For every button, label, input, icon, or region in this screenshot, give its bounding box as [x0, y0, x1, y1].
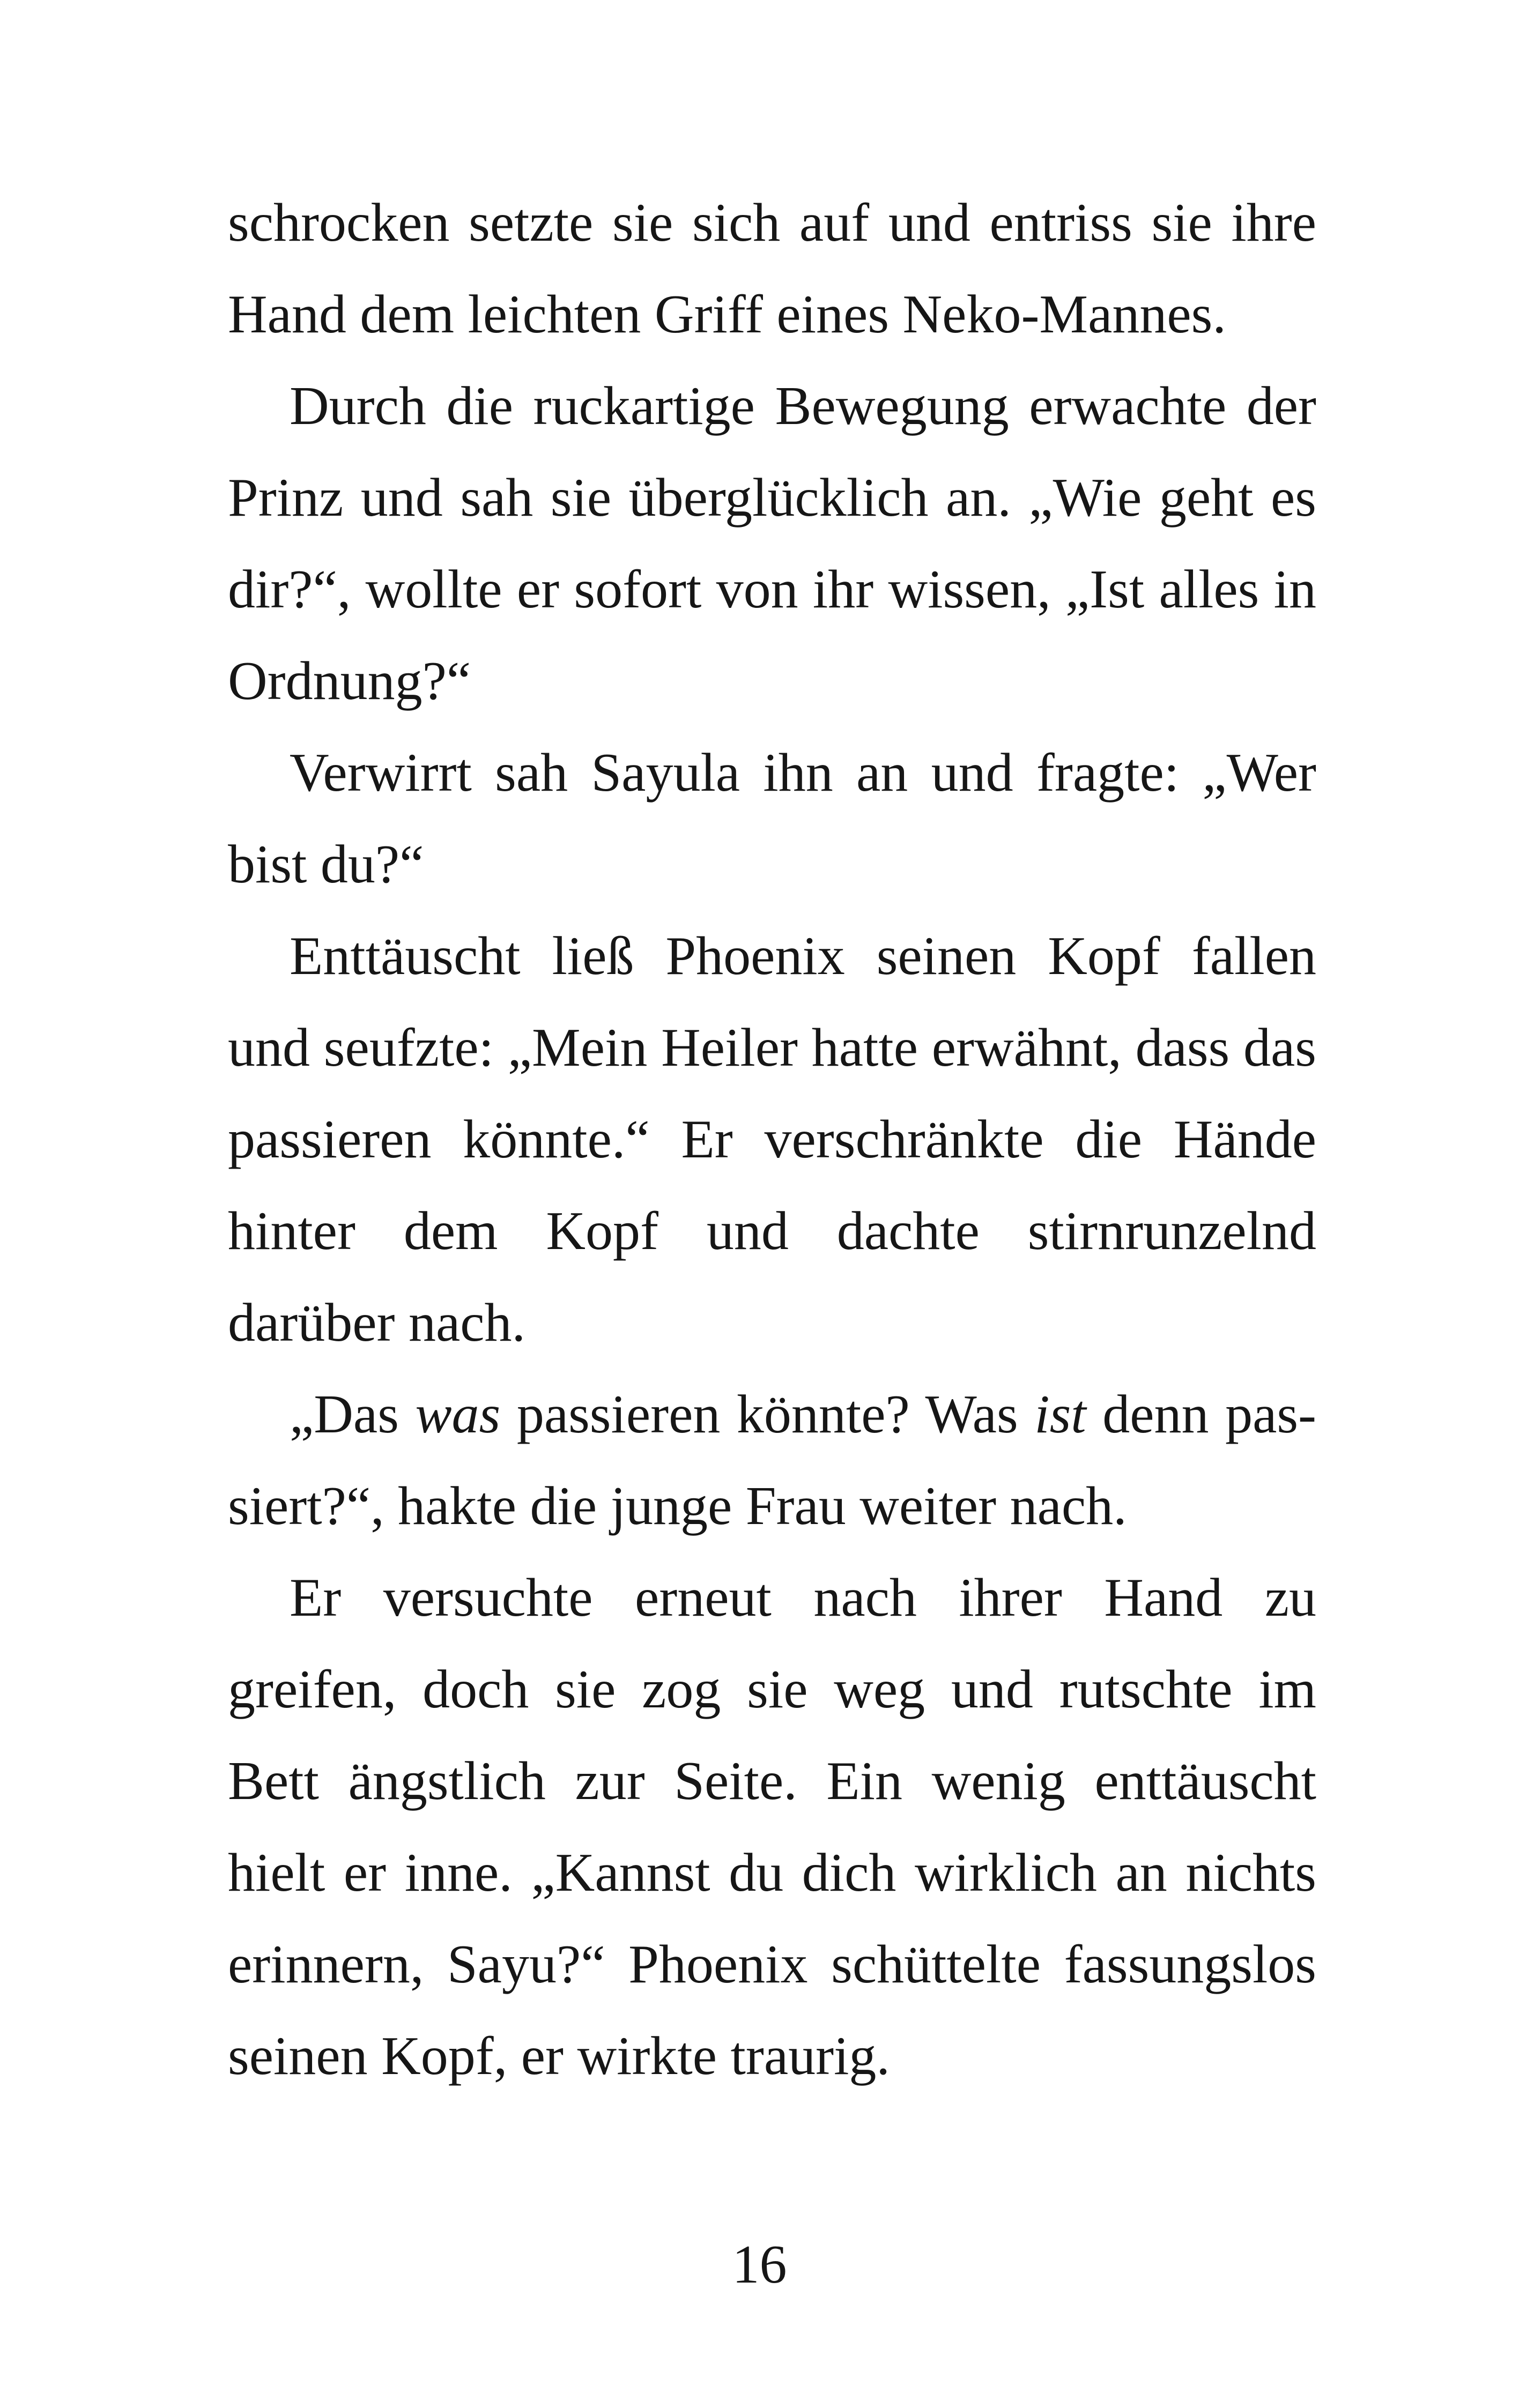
text-segment: Enttäuscht ließ Phoenix seinen Kopf fallen und seufzte: „Mein Heiler hatte erwähnt, dass das passieren könnte.“ Er verschränkte die Hände hinter dem Kopf und dachte stirnrunzelnd darüber nach. — [228, 926, 1316, 1353]
page-number: 16 — [732, 2234, 787, 2295]
emphasis-text: was — [415, 1384, 501, 1445]
body-text — [228, 177, 1316, 2102]
paragraph — [228, 177, 1316, 360]
paragraph — [228, 1369, 1316, 1552]
text-segment: passieren könnte? Was — [500, 1384, 1035, 1445]
text-segment: Verwirrt sah Sayula ihn an und fragte: „Wer bist du?“ — [228, 742, 1316, 895]
emphasis-text: ist — [1034, 1384, 1086, 1445]
paragraph — [228, 910, 1316, 1369]
text-segment: „Das — [290, 1384, 416, 1445]
text-segment: Durch die ruckartige Bewegung erwachte der Prinz und sah sie überglücklich an. „Wie geht es dir?“, wollte er sofort von ihr wissen, „Ist alles in Ordnung?“ — [228, 376, 1316, 711]
paragraph — [228, 1552, 1316, 2102]
text-segment: Er versuchte erneut nach ihrer Hand zu greifen, doch sie zog sie weg und rutschte im Bett ängstlich zur Seite. Ein wenig enttäuscht hielt er inne. „Kannst du dich wirklich an nichts erinnern, Sayu?“ Phoenix schüttelte fassungslos seinen Kopf, er wirkte traurig. — [228, 1567, 1316, 2086]
paragraph — [228, 727, 1316, 910]
text-segment: denn passiert?“, hakte die junge Frau weiter nach. — [228, 1384, 1317, 1536]
paragraph — [228, 360, 1316, 727]
text-segment: schrocken setzte sie sich auf und entriss sie ihre Hand dem leichten Griff eines Neko-Mannes. — [228, 192, 1316, 345]
